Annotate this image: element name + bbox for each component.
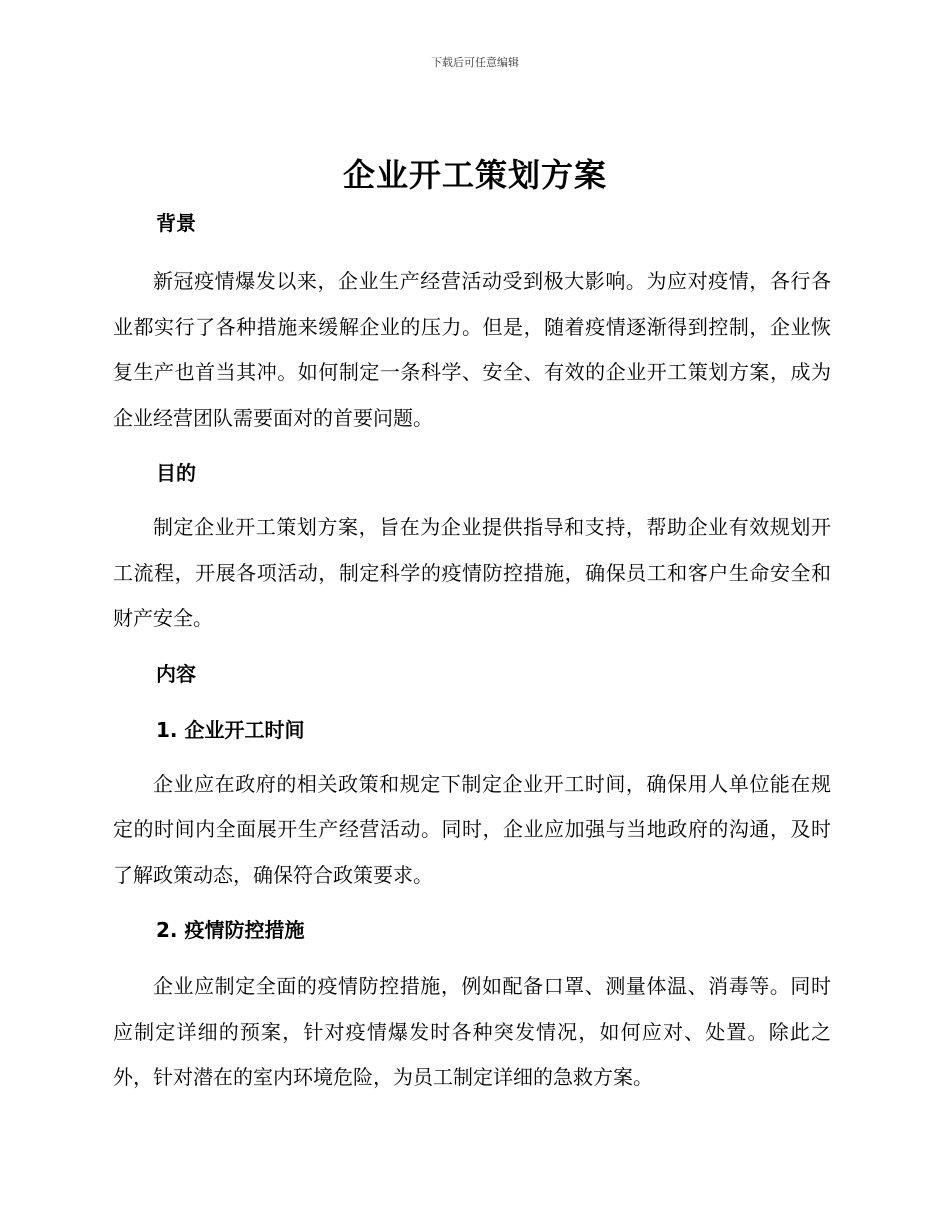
section-heading-goal: 目的 [156, 461, 196, 485]
subsection-heading-epidemic-control: 2. 疫情防控措施 [156, 918, 305, 942]
page-header-note: 下载后可任意编辑 [431, 56, 519, 69]
document-title: 企业开工策划方案 [342, 156, 607, 194]
subsection-heading-start-time: 1. 企业开工时间 [156, 717, 305, 742]
section-heading-content: 内容 [156, 661, 196, 686]
paragraph-epidemic-control: 企业应制定全面的疫情防控措施，例如配备口罩、测量体温、消毒等。同时应制定详细的预案，针对疫情爆发时各种突发情况，如何应对、处置。除此之外，针对潜在的室内环境危险，为员工制定详细的急救方案。 [113, 974, 831, 1089]
paragraph-start-time: 企业应在政府的相关政策和规定下制定企业开工时间，确保用人单位能在规定的时间内全面展开生产经营活动。同时，企业应加强与当地政府的沟通，及时了解政策动态，确保符合政策要求。 [113, 771, 831, 887]
section-heading-background: 背景 [156, 211, 196, 235]
document-body [113, 205, 831, 1101]
paragraph-background: 新冠疫情爆发以来，企业生产经营活动受到极大影响。为应对疫情，各行各业都实行了各种措施来缓解企业的压力。但是，随着疫情逐渐得到控制，企业恢复生产也首当其冲。如何制定一条科学、安全、有效的企业开工策划方案，成为企业经营团队需要面对的首要问题。 [113, 269, 831, 430]
paragraph-goal: 制定企业开工策划方案，旨在为企业提供指导和支持，帮助企业有效规划开工流程，开展各项活动，制定科学的疫情防控措施，确保员工和客户生命安全和财产安全。 [113, 515, 831, 630]
